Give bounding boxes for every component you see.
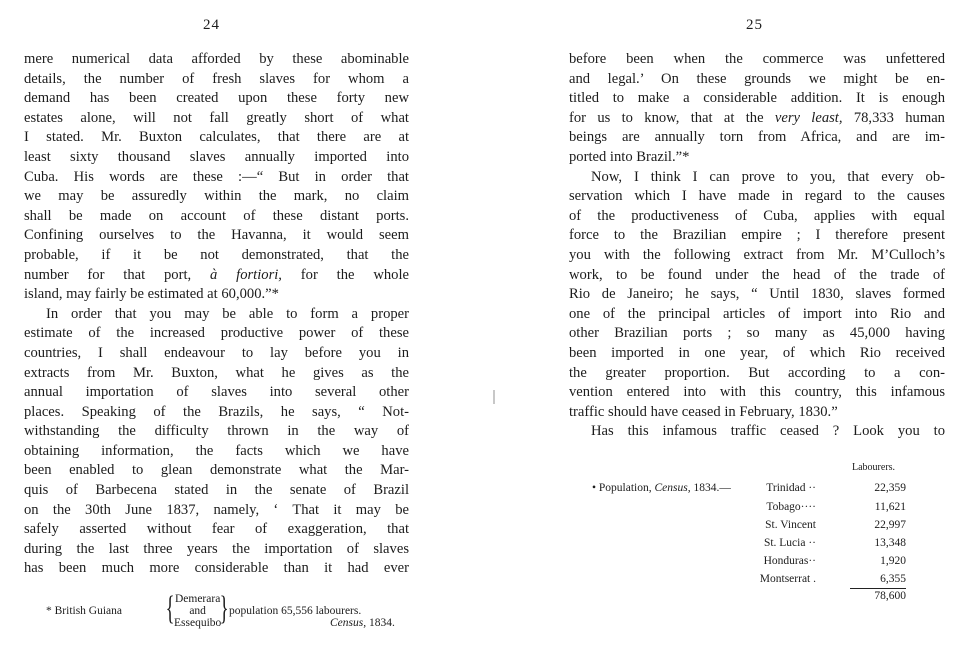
text-line: I stated. Mr. Buxton calculates, that there are at <box>24 129 409 146</box>
population-total: 78,600 <box>874 590 906 602</box>
colony-name: Trinidad ·· <box>766 482 816 494</box>
place-name: Demerara <box>174 593 221 605</box>
census-label: Census, <box>330 617 367 629</box>
text-line: shall be made on account of these distant ports. <box>24 207 409 224</box>
line-end: 78,333 human <box>842 109 945 126</box>
right-body-text <box>569 50 945 442</box>
text-line: least sixty thousand slaves annually imported into <box>24 148 409 165</box>
left-brace-icon: { <box>165 590 175 627</box>
text-line: withstanding the difficulty thrown in the way of <box>24 423 409 440</box>
colony-value: 22,997 <box>874 519 906 531</box>
line-start: for us to know, that at the <box>569 109 775 126</box>
text-line: you with the following extract from Mr. M’Culloch’s <box>569 246 945 263</box>
text-line: one of the principal articles of import into Rio and <box>569 305 945 322</box>
text-line: titled to make a considerable addition. It is enough <box>569 90 945 107</box>
text-line: we may be assuredly within the mark, no claim <box>24 188 409 205</box>
colony-name: St. Vincent <box>765 519 816 531</box>
page-number-left: 24 <box>203 17 220 33</box>
line-start: number for that port, <box>24 266 210 283</box>
italic-phrase: very least, <box>774 109 843 126</box>
text-line: estates alone, will not fall greatly short of what <box>24 109 409 126</box>
text-line: obtaining information, the facts which we have <box>24 442 409 459</box>
text-line: In order that you may be able to form a proper <box>46 305 409 322</box>
census-year: 1834. <box>368 617 395 629</box>
left-body-text <box>24 50 409 579</box>
text-line: Now, I think I can prove to you, that every ob- <box>591 168 945 185</box>
text-line: before been when the commerce was unfettered <box>569 51 945 67</box>
intro-marker: • Population, <box>592 482 652 494</box>
text-line: mere numerical data afforded by these abominable <box>24 51 409 67</box>
text-line: extracts from Mr. Buxton, what he gives as the <box>24 364 409 381</box>
colony-name: Montserrat . <box>759 573 816 585</box>
text-line: traffic should have ceased in February, 1830.” <box>569 403 838 420</box>
text-line: Has this infamous traffic ceased ? Look you to <box>591 423 945 440</box>
text-line: island, may fairly be estimated at 60,000.”* <box>24 286 279 303</box>
left-footnote <box>46 590 416 635</box>
text-line: annual importation of slaves into several other <box>24 384 409 401</box>
census-word: Census, <box>654 482 691 494</box>
colony-name: St. Lucia ·· <box>763 537 816 549</box>
colony-value: 1,920 <box>880 555 906 567</box>
colony-value: 6,355 <box>880 573 906 585</box>
right-page <box>490 0 980 649</box>
colony-name: Tobago···· <box>766 501 816 513</box>
colony-name: Honduras·· <box>763 555 816 567</box>
text-line: work, to be found under the head of the trade of <box>569 266 945 283</box>
text-line: ported into Brazil.”* <box>569 148 690 165</box>
text-line: countries, I shall endeavour to lay before you in <box>24 344 409 361</box>
text-line <box>569 109 945 129</box>
line-end: for the whole <box>281 266 409 283</box>
text-line: servation which I have made in regard to the causes <box>569 188 945 205</box>
page-number-right: 25 <box>746 17 763 33</box>
place-name: Essequibo <box>174 617 222 629</box>
text-line: the greater proportion. But according to a con- <box>569 364 945 381</box>
text-line: safely asserted without fear of exaggeration, that <box>24 521 409 538</box>
text-line: probable, if it be not demonstrated, that the <box>24 246 409 263</box>
text-line: been enabled to glean demonstrate what the Mar- <box>24 462 409 479</box>
right-footnote <box>592 462 932 602</box>
footnote-census <box>330 617 395 629</box>
place-name: and <box>189 605 206 617</box>
population-intro <box>592 482 731 494</box>
text-line: places. Speaking of the Brazils, he says, “ Not- <box>24 403 409 420</box>
footnote-population: population 65,556 labourers. <box>229 605 362 617</box>
colony-value: 11,621 <box>874 501 906 513</box>
text-line: has been much more considerable than it had ever <box>24 560 409 577</box>
intro-year: 1834.— <box>693 482 731 494</box>
text-line: on the 30th June 1837, namely, ‘ That it may be <box>24 501 409 518</box>
colony-value: 22,359 <box>874 482 906 494</box>
place-stack <box>174 593 221 629</box>
text-line: Rio de Janeiro; he says, “ Until 1830, slaves formed <box>569 286 945 303</box>
italic-phrase: à fortiori, <box>210 266 282 283</box>
text-line: Cuba. His words are these :—“ But in order that <box>24 168 409 185</box>
text-line: of the productiveness of Cuba, applies with equal <box>569 207 945 224</box>
text-line: vention entered into with this country, this infamous <box>569 384 945 401</box>
text-line: Confining ourselves to the Havanna, it would seem <box>24 227 409 244</box>
labourers-header: Labourers. <box>852 462 896 473</box>
text-line: and legal.’ On these grounds we might be en- <box>569 70 945 87</box>
text-line: beings are annually torn from Africa, and are im- <box>569 129 945 146</box>
text-line: other Brazilian ports ; so many as 45,000 having <box>569 325 945 342</box>
text-line: quis of Barbecena stated in the senate of Brazil <box>24 482 409 499</box>
text-line: estimate of the increased productive power of these <box>24 325 409 342</box>
colony-value: 13,348 <box>874 537 906 549</box>
text-line: been imported in one year, of which Rio received <box>569 344 945 361</box>
right-brace-icon: } <box>219 590 229 627</box>
text-line: demand has been created upon these forty new <box>24 90 409 107</box>
text-line: details, the number of fresh slaves for whom a <box>24 70 409 87</box>
sum-rule <box>850 588 906 589</box>
footnote-marker: * British Guiana <box>46 605 123 617</box>
text-line: during the last three years the importation of slaves <box>24 540 409 557</box>
text-line: force to the Brazilian empire ; I therefore present <box>569 227 945 244</box>
text-line <box>24 266 409 286</box>
